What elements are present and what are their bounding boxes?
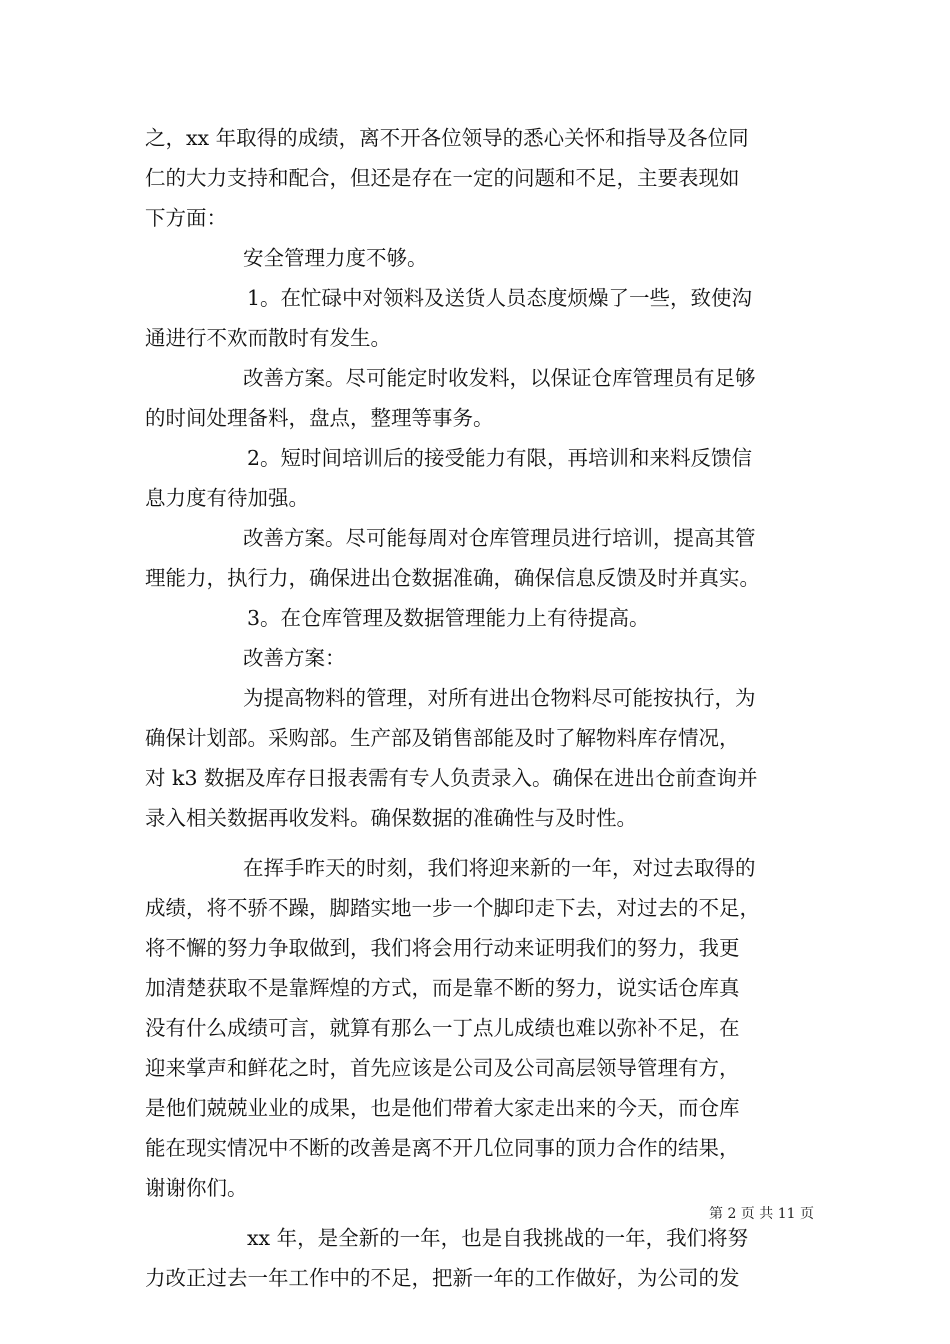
text-line: 安全管理力度不够。 — [243, 246, 428, 270]
text-line: 之，xx 年取得的成绩，离不开各位领导的悉心关怀和指导及各位同 — [145, 126, 749, 150]
text-line: 成绩，将不骄不躁，脚踏实地一步一个脚印走下去，对过去的不足， — [145, 896, 760, 920]
text-line: 确保计划部。采购部。生产部及销售部能及时了解物料库存情况， — [145, 726, 740, 750]
text-line: 下方面： — [145, 206, 227, 230]
text-line: 能在现实情况中不断的改善是离不开几位同事的顶力合作的结果， — [145, 1136, 740, 1160]
text-line: 息力度有待加强。 — [145, 486, 309, 510]
text-line: 是他们兢兢业业的成果，也是他们带着大家走出来的今天，而仓库 — [145, 1096, 740, 1120]
text-line: 对 k3 数据及库存日报表需有专人负责录入。确保在进出仓前查询并 — [145, 766, 758, 790]
text-line: 改善方案。尽可能定时收发料，以保证仓库管理员有足够 — [243, 366, 756, 390]
text-line: 力改正过去一年工作中的不足，把新一年的工作做好，为公司的发 — [145, 1266, 740, 1290]
text-line: 仁的大力支持和配合，但还是存在一定的问题和不足，主要表现如 — [145, 166, 740, 190]
text-line: 2。短时间培训后的接受能力有限，再培训和来料反馈信 — [247, 446, 753, 470]
text-line: 为提高物料的管理，对所有进出仓物料尽可能按执行，为 — [243, 686, 756, 710]
text-line: 3。在仓库管理及数据管理能力上有待提高。 — [247, 606, 650, 630]
text-line: 改善方案。尽可能每周对仓库管理员进行培训，提高其管 — [243, 526, 756, 550]
text-line: 改善方案： — [243, 646, 346, 670]
text-line: 通进行不欢而散时有发生。 — [145, 326, 391, 350]
text-line: 迎来掌声和鲜花之时，首先应该是公司及公司高层领导管理有方， — [145, 1056, 740, 1080]
paragraph-gap — [145, 838, 807, 848]
text-line: 将不懈的努力争取做到，我们将会用行动来证明我们的努力，我更 — [145, 936, 740, 960]
text-line: 没有什么成绩可言，就算有那么一丁点儿成绩也难以弥补不足，在 — [145, 1016, 740, 1040]
text-line: 谢谢你们。 — [145, 1176, 248, 1200]
body-text — [145, 118, 807, 1298]
page-number: 第 2 页 共 11 页 — [709, 1206, 814, 1222]
text-line: 理能力，执行力，确保进出仓数据准确，确保信息反馈及时并真实。 — [145, 566, 760, 590]
text-line: xx 年，是全新的一年，也是自我挑战的一年，我们将努 — [247, 1226, 749, 1250]
text-line: 的时间处理备料，盘点，整理等事务。 — [145, 406, 494, 430]
text-line: 录入相关数据再收发料。确保数据的准确性与及时性。 — [145, 806, 637, 830]
text-line: 在挥手昨天的时刻，我们将迎来新的一年，对过去取得的 — [243, 856, 756, 880]
paragraph-gap — [145, 1208, 807, 1218]
text-line: 1。在忙碌中对领料及送货人员态度烦燥了一些，致使沟 — [247, 286, 753, 310]
text-line: 加清楚获取不是靠辉煌的方式，而是靠不断的努力，说实话仓库真 — [145, 976, 740, 1000]
